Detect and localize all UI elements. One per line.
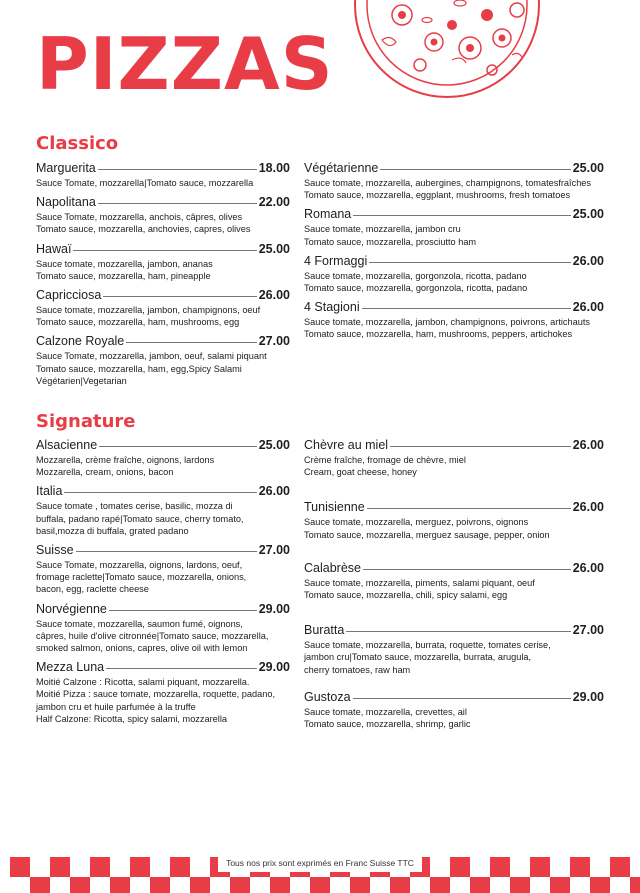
description-line: jambon cru|Tomato sauce, mozzarella, burrata, arugula, xyxy=(304,652,532,663)
description-line: Half Calzone: Ricotta, spicy salami, mozzarella xyxy=(36,713,227,724)
checker-square xyxy=(230,877,250,893)
description-line: Tomato sauce, mozzarella, ham, mushrooms, peppers, artichokes xyxy=(304,329,573,340)
menu-item-name: Tunisienne xyxy=(304,500,365,515)
menu-item-row xyxy=(304,438,604,452)
description-line: Tomato sauce, mozzarella, chili, spicy salami, egg xyxy=(304,590,508,601)
menu-item-name: Mezza Luna xyxy=(36,660,105,675)
menu-item-row xyxy=(304,561,604,575)
menu-item-row xyxy=(36,242,290,256)
description-line: basil,mozza di buffala, grated padano xyxy=(36,525,189,536)
leader-line xyxy=(390,446,571,447)
menu-item-name: Calabrèse xyxy=(304,560,361,575)
menu-item-row xyxy=(304,623,604,637)
menu-item-price: 26.00 xyxy=(572,560,604,575)
description-line: Sauce tomate, mozzarella, jambon cru xyxy=(304,224,461,235)
menu-item xyxy=(36,660,290,725)
menu-item-price: 29.00 xyxy=(572,689,604,704)
menu-item-row xyxy=(36,660,290,674)
menu-item-name: Calzone Royale xyxy=(36,334,125,349)
menu-item-description xyxy=(36,258,290,282)
section-title-signature: Signature xyxy=(36,411,136,432)
menu-item-description xyxy=(36,500,290,537)
menu-item-name: Végétarienne xyxy=(304,161,379,175)
menu-item xyxy=(304,500,604,540)
menu-item-price: 26.00 xyxy=(258,288,290,303)
menu-item-price: 25.00 xyxy=(258,241,290,256)
description-line: Mozzarella, crème fraîche, oignons, lardons xyxy=(36,455,215,465)
description-line: Sauce tomate, mozzarella, jambon, ananas xyxy=(36,258,213,269)
menu-item-price: 26.00 xyxy=(572,300,604,315)
checker-square xyxy=(590,877,610,893)
leader-line xyxy=(363,569,571,570)
checker-square xyxy=(630,877,640,893)
description-line: Cream, goat cheese, honey xyxy=(304,467,417,478)
description-line: Moitié Pizza : sauce tomate, mozzarella, roquette, padano, xyxy=(36,689,276,700)
leader-line xyxy=(109,610,257,611)
checker-square xyxy=(30,877,50,893)
price-note: Tous nos prix sont exprimés en Franc Suisse TTC xyxy=(226,858,414,868)
leader-line xyxy=(106,668,257,669)
menu-item-row xyxy=(36,195,290,209)
menu-item-description xyxy=(36,177,290,189)
leader-line xyxy=(126,342,256,343)
leader-line xyxy=(367,508,571,509)
leader-line xyxy=(99,446,257,447)
checker-square xyxy=(310,877,330,893)
menu-item-description xyxy=(36,350,290,387)
menu-item xyxy=(36,602,290,655)
menu-item xyxy=(304,623,604,676)
menu-item-price: 25.00 xyxy=(572,161,604,175)
menu-item xyxy=(36,161,290,189)
menu-item xyxy=(304,690,604,730)
menu-item-price: 29.00 xyxy=(258,601,290,616)
checker-square xyxy=(350,877,370,893)
menu-item-price: 25.00 xyxy=(258,438,290,452)
menu-item xyxy=(304,561,604,601)
checker-square xyxy=(510,877,530,893)
description-line: Sauce tomate , tomates cerise, basilic, mozza di xyxy=(36,501,233,512)
menu-item-description xyxy=(36,304,290,328)
checker-square xyxy=(190,877,210,893)
menu-item-description xyxy=(304,706,604,730)
menu-item-row xyxy=(304,207,604,221)
menu-item-price: 22.00 xyxy=(258,195,290,210)
menu-item-name: Buratta xyxy=(304,623,345,638)
menu-item-row xyxy=(304,161,604,175)
menu-item xyxy=(304,254,604,294)
menu-item-description xyxy=(36,676,290,725)
menu-item-row xyxy=(304,500,604,514)
leader-line xyxy=(98,169,257,170)
description-line: Sauce tomate, mozzarella, jambon, champignons, oeuf xyxy=(36,305,261,316)
description-line: Moitié Calzone : Ricotta, salami piquant, mozzarella. xyxy=(36,677,250,688)
menu-item-price: 26.00 xyxy=(258,484,290,499)
checker-square xyxy=(110,877,130,893)
menu-item-name: Capricciosa xyxy=(36,288,102,303)
menu-item-price: 26.00 xyxy=(572,438,604,452)
menu-item-description xyxy=(36,559,290,596)
pizza-illustration xyxy=(352,0,542,100)
menu-item xyxy=(304,207,604,247)
menu-item-price: 29.00 xyxy=(258,660,290,675)
description-line: Tomato sauce, mozzarella, ham, egg,Spicy Salami xyxy=(36,363,242,374)
menu-item-price: 25.00 xyxy=(572,207,604,222)
description-line: jambon cru et huile parfumée à la truffe xyxy=(36,701,196,712)
menu-item-name: Marguerita xyxy=(36,161,96,175)
menu-item-description xyxy=(304,516,604,540)
menu-item-name: 4 Stagioni xyxy=(304,300,360,315)
section-title-classico: Classico xyxy=(36,133,119,154)
menu-item-name: Norvégienne xyxy=(36,601,107,616)
description-line: buffala, padano rapé|Tomato sauce, cherry tomato, xyxy=(36,513,244,524)
menu-item-name: Gustoza xyxy=(304,689,351,704)
menu-item-row xyxy=(36,543,290,557)
menu-item-name: Suisse xyxy=(36,543,74,558)
menu-item-row xyxy=(36,288,290,302)
description-line: Sauce Tomate, mozzarella|Tomato sauce, mozzarella xyxy=(36,178,254,188)
menu-item-description xyxy=(36,211,290,235)
signature-left-column xyxy=(36,438,290,731)
menu-item-price: 27.00 xyxy=(258,334,290,349)
description-line: Sauce tomate, mozzarella, piments, salami piquant, oeuf xyxy=(304,577,535,588)
menu-item xyxy=(36,242,290,282)
description-line: Mozzarella, cream, onions, bacon xyxy=(36,467,174,478)
menu-item-description xyxy=(304,316,604,340)
checker-square xyxy=(270,877,290,893)
menu-item xyxy=(36,543,290,596)
classico-right-column xyxy=(304,161,604,347)
checker-square xyxy=(390,877,410,893)
menu-item-description xyxy=(304,177,604,201)
description-line: Sauce tomate, mozzarella, burrata, roquette, tomates cerise, xyxy=(304,640,551,651)
leader-line xyxy=(103,296,256,297)
menu-item xyxy=(304,161,604,201)
menu-item xyxy=(36,438,290,478)
menu-item-price: 18.00 xyxy=(258,161,290,175)
description-line: Sauce tomate, mozzarella, saumon fumé, oignons, xyxy=(36,618,243,629)
leader-line xyxy=(98,203,257,204)
menu-item-description xyxy=(304,454,604,478)
menu-item-row xyxy=(36,602,290,616)
description-line: Tomato sauce, mozzarella, ham, pineapple xyxy=(36,270,211,281)
leader-line xyxy=(353,698,571,699)
menu-item-description xyxy=(304,639,604,676)
menu-item-description xyxy=(36,454,290,478)
description-line: Sauce Tomate, mozzarella, jambon, oeuf, salami piquant xyxy=(36,351,267,362)
menu-item-name: Alsacienne xyxy=(36,438,98,452)
menu-item-name: Italia xyxy=(36,484,63,499)
description-line: Tomato sauce, mozzarella, ham, mushrooms, egg xyxy=(36,317,240,328)
menu-item-name: Hawaï xyxy=(36,241,72,256)
description-line: Sauce tomate, mozzarella, merguez, poivrons, oignons xyxy=(304,517,529,528)
leader-line xyxy=(346,631,570,632)
classico-left-column xyxy=(36,161,290,393)
description-line: Tomato sauce, mozzarella, anchovies, capres, olives xyxy=(36,224,251,235)
leader-line xyxy=(73,250,256,251)
leader-line xyxy=(76,551,257,552)
menu-item xyxy=(36,334,290,387)
leader-line xyxy=(64,492,256,493)
checker-square xyxy=(70,877,90,893)
description-line: Tomato sauce, mozzarella, shrimp, garlic xyxy=(304,719,471,730)
menu-item-row xyxy=(304,690,604,704)
menu-item xyxy=(304,300,604,340)
signature-right-column xyxy=(304,438,604,736)
description-line: bacon, egg, raclette cheese xyxy=(36,584,149,595)
menu-item-description xyxy=(304,270,604,294)
description-line: Tomato sauce, mozzarella, prosciutto ham xyxy=(304,236,477,247)
menu-item-price: 27.00 xyxy=(258,543,290,558)
menu-item-price: 26.00 xyxy=(572,253,604,268)
menu-item-row xyxy=(36,484,290,498)
menu-item-description xyxy=(304,223,604,247)
menu-item xyxy=(36,288,290,328)
menu-item-row xyxy=(36,334,290,348)
leader-line xyxy=(353,215,570,216)
menu-item-name: 4 Formaggi xyxy=(304,253,368,268)
description-line: Tomato sauce, mozzarella, eggplant, mushrooms, fresh tomatoes xyxy=(304,190,571,201)
menu-item xyxy=(304,438,604,478)
description-line: Sauce Tomate, mozzarella, anchois, câpres, olives xyxy=(36,212,243,223)
checker-square xyxy=(150,877,170,893)
menu-item-row xyxy=(36,161,290,175)
checker-square xyxy=(470,877,490,893)
description-line: cherry tomatoes, raw ham xyxy=(304,664,411,675)
menu-item-row xyxy=(304,254,604,268)
menu-item xyxy=(36,484,290,537)
description-line: fromage raclette|Tomato sauce, mozzarella, onions, xyxy=(36,572,247,583)
menu-item-name: Napolitana xyxy=(36,195,96,210)
description-line: Sauce tomate, mozzarella, crevettes, ail xyxy=(304,706,467,717)
menu-item-price: 26.00 xyxy=(572,500,604,515)
menu-item-description xyxy=(36,618,290,655)
menu-item-name: Romana xyxy=(304,207,352,222)
checker-square xyxy=(430,877,450,893)
page-title: PIZZAS xyxy=(36,22,334,106)
description-line: smoked salmon, onions, capres, olive oil with lemon xyxy=(36,643,248,654)
description-line: câpres, huile d'olive citronnée|Tomato sauce, mozzarella, xyxy=(36,630,269,641)
description-line: Sauce tomate, mozzarella, aubergines, champignons, tomatesfraîches xyxy=(304,178,592,188)
description-line: Végétarien|Vegetarian xyxy=(36,375,127,386)
menu-item xyxy=(36,195,290,235)
description-line: Crème fraîche, fromage de chèvre, miel xyxy=(304,455,466,465)
leader-line xyxy=(369,262,570,263)
menu-item-name: Chèvre au miel xyxy=(304,438,389,452)
description-line: Tomato sauce, mozzarella, gorgonzola, ricotta, padano xyxy=(304,283,528,294)
description-line: Sauce tomate, mozzarella, gorgonzola, ricotta, padano xyxy=(304,270,527,281)
menu-item-description xyxy=(304,577,604,601)
description-line: Sauce Tomate, mozzarella, oignons, lardons, oeuf, xyxy=(36,560,243,571)
description-line: Sauce tomate, mozzarella, jambon, champignons, poivrons, artichauts xyxy=(304,317,590,328)
leader-line xyxy=(362,308,571,309)
menu-item-row xyxy=(36,438,290,452)
menu-item-row xyxy=(304,300,604,314)
leader-line xyxy=(380,169,570,170)
description-line: Tomato sauce, mozzarella, merguez sausage, pepper, onion xyxy=(304,529,550,540)
menu-item-price: 27.00 xyxy=(572,623,604,638)
checker-square xyxy=(550,877,570,893)
